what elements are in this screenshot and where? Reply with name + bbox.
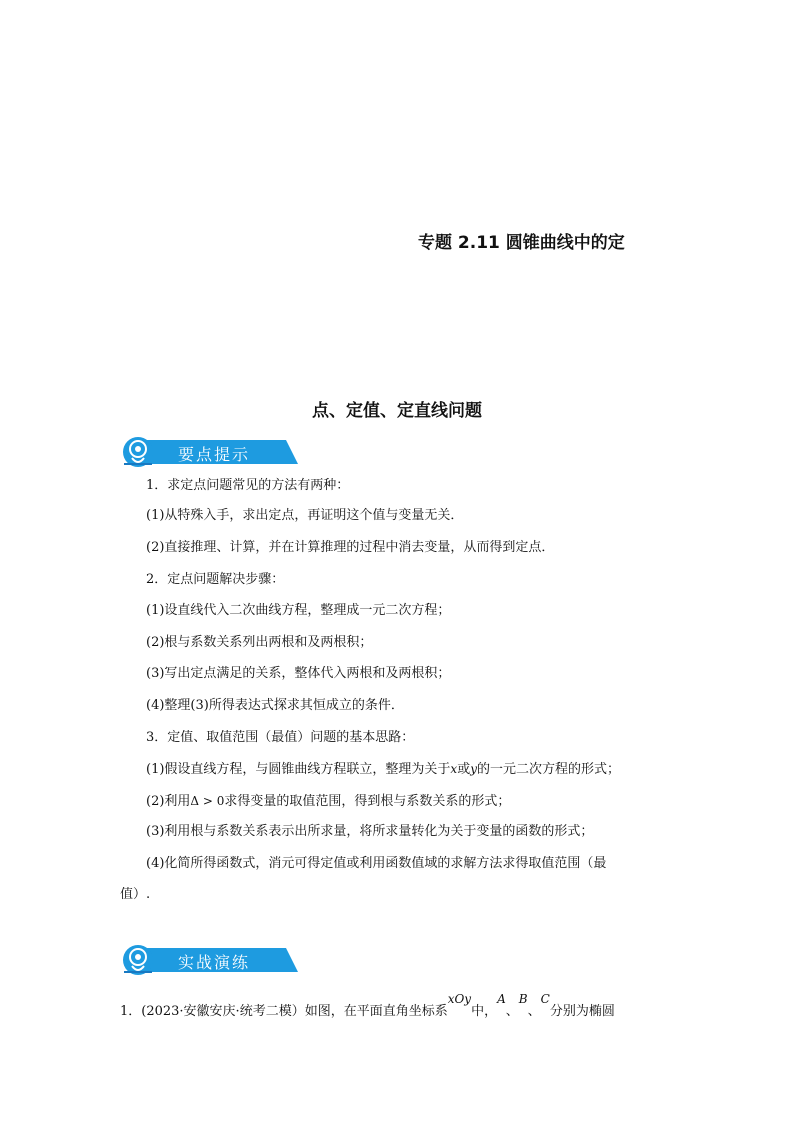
title-part2: 点、定值、定直线问题 bbox=[312, 401, 482, 421]
point-2d: (4)整理(3)所得表达式探求其恒成立的条件． bbox=[146, 698, 404, 713]
point-3b-pre: (2)利用 bbox=[146, 794, 191, 809]
point-3b bbox=[146, 793, 510, 810]
section-label-tips: 要点提示 bbox=[178, 445, 251, 464]
point-2: 2．定点问题解决步骤： bbox=[146, 572, 285, 587]
title-part1: 专题 2.11 圆锥曲线中的定 bbox=[418, 233, 625, 253]
point-3: 3．定值、取值范围（最值）问题的基本思路： bbox=[146, 730, 415, 745]
problem-1-mid: 中， bbox=[471, 1004, 498, 1019]
var-x: x bbox=[450, 762, 458, 776]
point-1a: (1)从特殊入手，求出定点，再证明这个值与变量无关． bbox=[146, 508, 464, 523]
point-2b: (2)根与系数关系列出两根和及两根积； bbox=[146, 635, 373, 650]
point-3a-mid: 或 bbox=[457, 762, 471, 777]
delta-condition: Δ > 0 bbox=[190, 794, 225, 808]
point-3d-line2: 值）. bbox=[120, 887, 151, 902]
point-1b: (2)直接推理、计算，并在计算推理的过程中消去变量，从而得到定点． bbox=[146, 540, 555, 555]
section-banner-tips bbox=[118, 436, 298, 468]
point-3a bbox=[146, 761, 620, 778]
section-label-practice: 实战演练 bbox=[178, 953, 251, 972]
point-2a: (1)设直线代入二次曲线方程，整理成一元二次方程； bbox=[146, 603, 451, 618]
var-a: A bbox=[497, 992, 506, 1006]
section-banner-practice bbox=[118, 944, 298, 976]
sep-2: 、 bbox=[527, 1004, 541, 1019]
point-3a-pre: (1)假设直线方程，与圆锥曲线方程联立，整理为关于 bbox=[146, 762, 451, 777]
point-3d-line1: (4)化简所得函数式，消元可得定值或利用函数值域的求解方法求得取值范围（最 bbox=[146, 856, 607, 871]
problem-1 bbox=[120, 992, 615, 1020]
var-c: C bbox=[540, 992, 550, 1006]
var-xoy: xOy bbox=[447, 992, 472, 1006]
var-b: B bbox=[518, 992, 528, 1006]
point-3b-post: 求得变量的取值范围，得到根与系数关系的形式； bbox=[224, 794, 511, 809]
point-3c: (3)利用根与系数关系表示出所求量，将所求量转化为关于变量的函数的形式； bbox=[146, 824, 594, 839]
problem-1-pre: 1．(2023·安徽安庆·统考二模）如图，在平面直角坐标系 bbox=[120, 1004, 448, 1019]
var-y: y bbox=[470, 762, 477, 776]
point-3a-post: 的一元二次方程的形式； bbox=[477, 762, 621, 777]
point-1: 1．求定点问题常见的方法有两种： bbox=[146, 478, 350, 493]
problem-1-post: 分别为椭圆 bbox=[549, 1004, 615, 1019]
sep-1: 、 bbox=[505, 1004, 519, 1019]
point-2c: (3)写出定点满足的关系，整体代入两根和及两根积； bbox=[146, 666, 451, 681]
